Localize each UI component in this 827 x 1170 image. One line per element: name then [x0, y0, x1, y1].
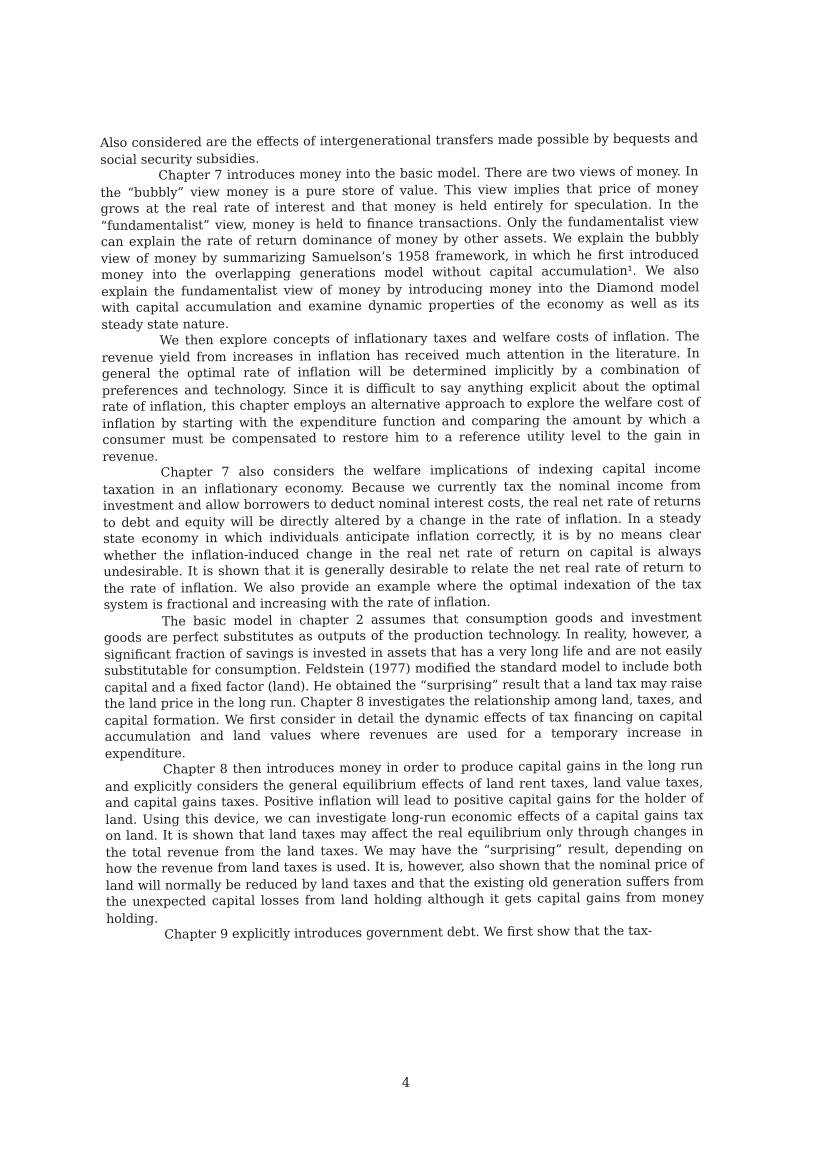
page-number: 4 — [401, 1076, 411, 1091]
paragraph-chapter7-money: Chapter 7 introduces money into the basic model. There are two views of money. In the “bubbly” view money is a pure store of value. This view implies that price of money grows at the real rate of interest and that money is held entirely for speculation. In the “fundamentalist” view, money is held to finance transactions. Only the fundamentalist view can explain the rate of return dominance of money by other assets. We explain the bubbly view of money by summarizing Samuelson’s 1958 framework, in which he first introduced money into the overlapping generations model without capital accumulation¹. We also explain the fundamentalist view of money by introducing money into the Diamond model with capital accumulation and examine dynamic properties of the economy as well as its steady state nature. — [100, 163, 700, 332]
body-text — [100, 130, 704, 943]
paragraph-inflationary-taxes: We then explore concepts of inflationary taxes and welfare costs of inflation. The revenue yield from increases in inflation has received much attention in the literature. In general the optimal rate of inflation will be determined implicitly by a combination of preferences and technology. Since it is difficult to say anything explicit about the optimal rate of inflation, this chapter employs an alternative approach to explore the welfare cost of inflation by starting with the expenditure function and comparing the amount by which a consumer must be compensated to restore him to a reference utility level to the gain in revenue. — [101, 328, 701, 464]
paragraph-intergenerational-transfers: Also considered are the effects of intergenerational transfers made possible by bequests and social security subsidies. — [100, 130, 699, 167]
paragraph-chapter9-debt: Chapter 9 explicitly introduces government debt. We first show that the tax- — [164, 922, 652, 942]
paragraph-land-taxes: The basic model in chapter 2 assumes that consumption goods and investment goods are perfect substitutes as outputs of the production technology. In reality, however, a significant fraction of savings is invested in assets that has a very long life and are not easily substitutable for consumption. Feldstein (1977) modified the standard model to include both capital and a fixed factor (land). He obtained the “surprising” result that a land tax may raise the land price in the long run. Chapter 8 investigates the relationship among land, taxes, and capital formation. We first consider in detail the dynamic effects of tax financing on capital accumulation and land values where revenues are used for a temporary increase in expenditure. — [103, 608, 703, 761]
paragraph-indexing-capital-income: Chapter 7 also considers the welfare implications of indexing capital income taxation in an inflationary economy. Because we currently tax the nominal income from investment and allow borrowers to deduct nominal interest costs, the real net rate of returns to debt and equity will be directly altered by a change in the rate of inflation. In a steady state economy in which individuals anticipate inflation correctly, it is by no means clear whether the inflation-induced change in the real net rate of return on capital is always undesirable. It is shown that it is generally desirable to relate the net real rate of return to the rate of inflation. We also provide an example where the optimal indexation of the tax system is fractional and increasing with the rate of inflation. — [102, 460, 702, 612]
paragraph-capital-gains: Chapter 8 then introduces money in order to produce capital gains in the long run and explicitly considers the general equilibrium effects of land rent taxes, land value taxes, and capital gains taxes. Positive inflation will lead to positive capital gains for the holder of land. Using this device, we can investigate long-run economic effects of a capital gains tax on land. It is shown that land taxes may affect the real equilibrium only through changes in the total revenue from the land taxes. We may have the “surprising” result, depending on how the revenue from land taxes is used. It is, however, also shown that the nominal price of land will normally be reduced by land taxes and that the existing old generation suffers from the unexpected capital losses from land holding although it gets capital gains from money holding. — [105, 757, 705, 926]
